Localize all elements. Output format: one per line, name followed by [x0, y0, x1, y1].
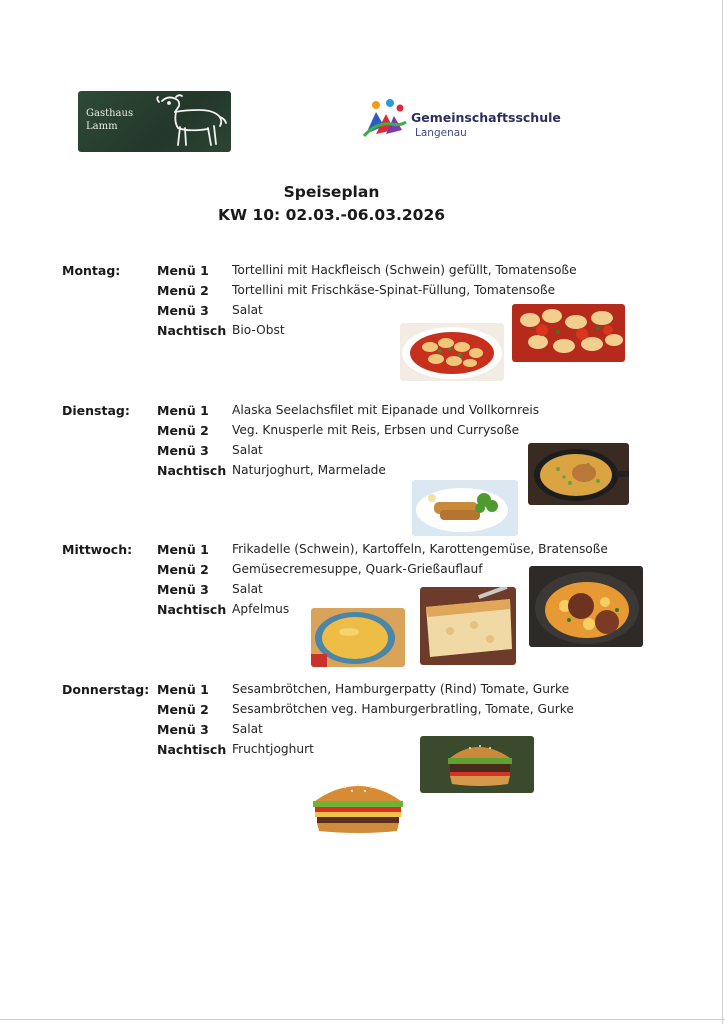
menu-dish: Veg. Knusperle mit Reis, Erbsen und Currysoße: [232, 423, 520, 437]
day-name: Montag:: [62, 263, 121, 278]
tortellini-photo: [400, 323, 504, 381]
vegetable-soup-photo: [311, 608, 405, 667]
page-title: Speiseplan: [283, 183, 380, 201]
gemeinschaftsschule-logo: [362, 96, 592, 140]
menu-dish: Frikadelle (Schwein), Kartoffeln, Karottengemüse, Bratensoße: [232, 542, 608, 556]
tortellini-sauce-photo: [512, 304, 625, 362]
fish-plate-photo: [412, 480, 518, 536]
menu-dish: Bio-Obst: [232, 323, 285, 337]
menu-dish: Tortellini mit Frischkäse-Spinat-Füllung, Tomatensoße: [232, 283, 556, 297]
menu-label: Menü 1: [157, 263, 209, 278]
menu-label: Nachtisch: [157, 323, 227, 338]
menu-label: Menü 3: [157, 722, 209, 737]
menu-label: Menü 3: [157, 582, 209, 597]
frikadelle-photo: [529, 566, 643, 647]
menu-label: Menü 2: [157, 702, 209, 717]
menu-dish: Tortellini mit Hackfleisch (Schwein) gefüllt, Tomatensoße: [232, 263, 577, 277]
school-logo-icon: [362, 96, 410, 140]
menu-label: Menü 1: [157, 682, 209, 697]
veggie-burger-photo: [420, 736, 534, 793]
menu-dish: Sesambrötchen veg. Hamburgerbratling, Tomate, Gurke: [232, 702, 574, 716]
hamburger-photo: [305, 775, 411, 837]
menu-label: Menü 2: [157, 283, 209, 298]
lamm-logo-text: Gasthaus Lamm: [86, 108, 134, 132]
week-range: KW 10: 02.03.-06.03.2026: [217, 206, 446, 224]
menu-dish: Gemüsecremesuppe, Quark-Grießauflauf: [232, 562, 483, 576]
day-name: Dienstag:: [62, 403, 130, 418]
gasthaus-lamm-logo: [78, 91, 231, 152]
menu-label: Nachtisch: [157, 742, 227, 757]
curry-rice-photo: [528, 443, 629, 505]
menu-label: Menü 3: [157, 303, 209, 318]
menu-dish: Salat: [232, 443, 263, 457]
menu-label: Menü 3: [157, 443, 209, 458]
day-name: Donnerstag:: [62, 682, 150, 697]
menu-label: Nachtisch: [157, 602, 227, 617]
menu-label: Menü 1: [157, 403, 209, 418]
menu-dish: Naturjoghurt, Marmelade: [232, 463, 386, 477]
page-edge-right: [722, 0, 723, 1024]
menu-dish: Fruchtjoghurt: [232, 742, 314, 756]
menu-label: Menü 1: [157, 542, 209, 557]
menu-dish: Sesambrötchen, Hamburgerpatty (Rind) Tomate, Gurke: [232, 682, 570, 696]
menu-dish: Alaska Seelachsfilet mit Eipanade und Vollkornreis: [232, 403, 540, 417]
menu-dish: Salat: [232, 582, 263, 596]
menu-dish: Salat: [232, 722, 263, 736]
menu-dish: Apfelmus: [232, 602, 290, 616]
school-name: Gemeinschaftsschule: [411, 110, 561, 125]
menu-label: Menü 2: [157, 423, 209, 438]
menu-dish: Salat: [232, 303, 263, 317]
grieß-casserole-photo: [420, 587, 516, 665]
lamb-icon: [154, 93, 230, 151]
page-edge-bottom: [0, 1019, 725, 1020]
day-name: Mittwoch:: [62, 542, 133, 557]
menu-label: Nachtisch: [157, 463, 227, 478]
school-city: Langenau: [415, 127, 467, 139]
menu-label: Menü 2: [157, 562, 209, 577]
